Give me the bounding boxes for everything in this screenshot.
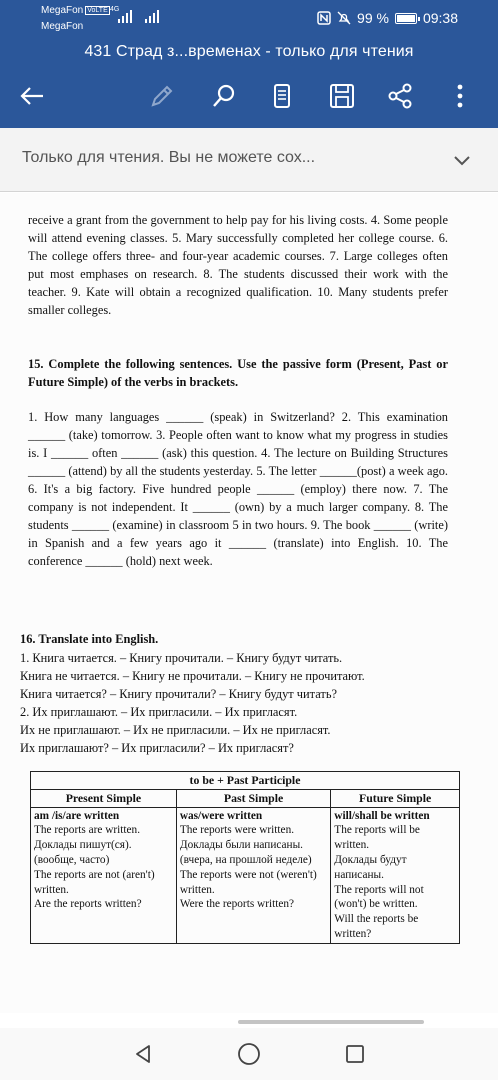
save-icon (327, 81, 357, 111)
intro-paragraph: receive a grant from the government to help pay for his living costs. 4. Some people will attend evening classes. 5. Mary successfully completed her college course. 6. The college offers three- and four-year academic courses. 7. Large colleges often put most emphases on research. 8. The students discussed their work with the teacher. 9. Kate will obtain a recognized qualification. 10. Many students prefer smaller colleges. (28, 213, 448, 317)
more-icon (445, 81, 475, 111)
read-only-banner[interactable] (0, 128, 498, 192)
reading-view-icon (267, 81, 297, 111)
exercise-16-body (20, 649, 460, 757)
save-button[interactable] (322, 76, 362, 116)
table-header: Past Simple (176, 789, 330, 807)
clock: 09:38 (422, 10, 458, 26)
exercise-15-body: 1. How many languages ______ (speak) in Switzerland? 2. This examination ______ (take) tomorrow. 3. People often want to know what my progress in studies is. I ______ often ______ (ask) this question. 4. The lecture on Building Structures ______ (attend) by all the students yesterday. 5. The letter ______(post) a week ago. 6. It's a big factory. Five hundred people ______ (employ) there now. 7. The company is not independent. It ______ (own) by a much larger company. 8. The students ______ (examine) in classroom 5 in two hours. 9. The book ______ (write) in Spanish and a few years ago it ______ (translate) into English. 10. The conference ______ (hold) next week. (28, 410, 448, 568)
battery-icon (395, 13, 417, 24)
nav-recents-button[interactable] (340, 1039, 370, 1069)
ex16-line: Их не приглашают. – Их не пригласили. – Их не пригласят. (20, 723, 331, 737)
arrow-left-icon (17, 81, 47, 111)
document-title: 431 Страд з...временах - только для чтения (84, 43, 414, 60)
recents-square-icon (344, 1043, 366, 1065)
battery-percent: 99 % (357, 10, 389, 26)
table-cell-future: will/shall be written The reports will be written. Доклады будут написаны. The reports will not (won't) be written. Will the reports be written? (331, 807, 460, 943)
grammar-table (30, 771, 460, 944)
share-button[interactable] (380, 76, 420, 116)
search-button[interactable] (204, 76, 244, 116)
pencil-icon (147, 81, 177, 111)
table-header: Present Simple (31, 789, 177, 807)
navigation-bar (0, 1028, 498, 1080)
volte-badge: VoLTE (87, 7, 108, 14)
more-button[interactable] (440, 76, 480, 116)
table-caption: to be + Past Participle (31, 772, 460, 790)
table-cell-present: am /is/are written The reports are written. Доклады пишут(ся). (вообще, часто) The reports are not (aren't) written. Are the reports written? (31, 807, 177, 943)
ex16-line: 1. Книга читается. – Книгу прочитали. – Книгу будут читать. (20, 651, 343, 665)
app-header (0, 0, 498, 128)
search-icon (209, 81, 239, 111)
operator-2: MegaFon (41, 21, 84, 32)
ex16-line: Их приглашают? – Их пригласили? – Их пригласят? (20, 741, 294, 755)
ex16-line: Книга не читается. – Книгу не прочитали. – Книгу не прочитают. (20, 669, 365, 683)
nav-back-button[interactable] (128, 1039, 158, 1069)
table-header: Future Simple (331, 789, 460, 807)
chevron-down-icon[interactable] (452, 150, 472, 170)
document-page[interactable] (0, 193, 498, 1013)
share-icon (385, 81, 415, 111)
table-cell-past: was/were written The reports were written. Доклады были написаны. (вчера, на прошлой неделе) The reports were not (weren't) written. Were the reports written? (176, 807, 330, 943)
banner-text: Только для чтения. Вы не можете сох... (22, 149, 316, 166)
back-triangle-icon (132, 1043, 154, 1065)
reading-view-button[interactable] (262, 76, 302, 116)
status-bar: MegaFon VoLTE MegaFon 4G 99 % 09:38 (41, 5, 458, 32)
scroll-indicator[interactable] (238, 1020, 424, 1024)
ex16-line: 2. Их приглашают. – Их пригласили. – Их пригласят. (20, 705, 298, 719)
nfc-icon (317, 11, 331, 25)
back-button[interactable] (12, 76, 52, 116)
edit-button[interactable] (142, 76, 182, 116)
nav-home-button[interactable] (234, 1039, 264, 1069)
exercise-16-title: 16. Translate into English. (20, 632, 159, 646)
home-circle-icon (237, 1042, 261, 1066)
ex16-line: Книга читается? – Книгу прочитали? – Книгу будут читать? (20, 687, 337, 701)
exercise-15-title: 15. Complete the following sentences. Use the passive form (Present, Past or Future Simple) of the verbs in brackets. (28, 357, 448, 389)
mute-icon (337, 11, 351, 25)
toolbar (0, 76, 498, 116)
status-right (317, 10, 458, 26)
operator-1: MegaFon VoLTE (41, 5, 108, 16)
